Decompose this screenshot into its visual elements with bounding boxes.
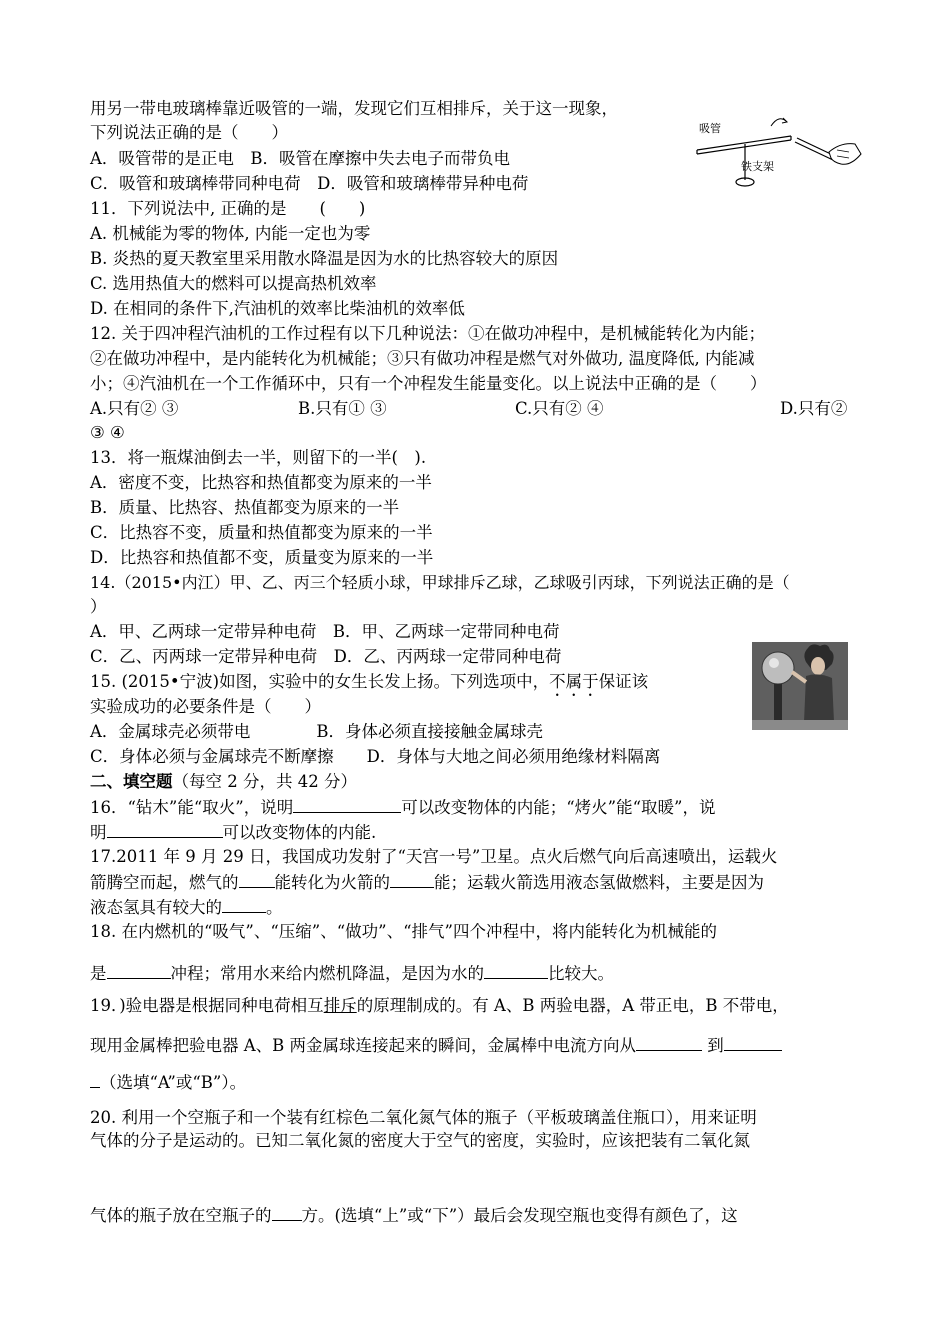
q15-stem: 15. (2015•宁波)如图，实验中的女生长发上扬。下列选项中，不属于保证该 [90,672,649,691]
q16-line-1: 16．“钻木”能“取火”，说明 可以改变物体的内能；“烤火”能“取暖”，说 [90,798,716,817]
q15-options-cd: C．身体必须与金属球壳不断摩擦 D．身体与大地之间必须用绝缘材料隔离 [90,747,661,766]
q18-line-1: 18. 在内燃机的“吸气”、“压缩”、“做功”、“排气”四个冲程中，将内能转化为机械能的 [90,922,717,941]
q20-line-3: 气体的瓶子放在空瓶子的 方。(选填“上”或“下”）最后会发现空瓶也变得有颜色了，这 [90,1206,738,1225]
q11-option-c: C. 选用热值大的燃料可以提高热机效率 [90,274,377,293]
q13-stem: 13．将一瓶煤油倒去一半，则留下的一半( ). [90,448,427,467]
line-2: 下列说法正确的是（ ） [90,123,288,142]
q19-blank-2[interactable] [724,1034,782,1051]
q14-stem-cont: ） [90,597,107,616]
q13-option-b: B．质量、比热容、热值都变为原来的一半 [90,498,400,517]
line-1: 用另一带电玻璃棒靠近吸管的一端，发现它们互相排斥，关于这一现象， [90,99,618,118]
q12-option-c: C.只有② ④ [515,399,604,418]
q19-line-2: 现用金属棒把验电器 A、B 两金属球连接起来的瞬间，金属棒中电流方向从 到 [90,1034,782,1057]
q20-line-2: 气体的分子是运动的。已知二氧化氮的密度大于空气的密度，实验时，应该把装有二氧化氮 [90,1131,750,1150]
q14-options-ab: A．甲、乙两球一定带异种电荷 B．甲、乙两球一定带同种电荷 [90,622,560,641]
q18-blank-2[interactable] [484,962,548,979]
figure-label-stand: 铁支架 [741,160,774,173]
q13-option-c: C．比热容不变，质量和热值都变为原来的一半 [90,523,433,542]
q19-line-1: 19．)验电器是根据同种电荷相互排斥的原理制成的。有 A、B 两验电器，A 带正电，B 不带电， [90,996,789,1015]
q17-line-3: 液态氢具有较大的 。 [90,898,283,917]
q10-options-cd: C．吸管和玻璃棒带同种电荷 D．吸管和玻璃棒带异种电荷 [90,174,529,193]
q19-underlined-term: 排斥 [323,996,357,1015]
q17-line-2: 箭腾空而起，燃气的 能转化为火箭的 能；运载火箭选用液态氢做燃料，主要是因为 [90,873,764,892]
q11-option-b: B. 炎热的夏天教室里采用散水降温是因为水的比热容较大的原因 [90,249,559,268]
q12-stem-1: 12. 关于四冲程汽油机的工作过程有以下几种说法：①在做功冲程中，是机械能转化为内能； [90,324,765,343]
section-2-heading: 二、填空题（每空 2 分，共 42 分） [90,772,357,791]
q20-line-1: 20. 利用一个空瓶子和一个装有红棕色二氧化氮气体的瓶子（平板玻璃盖住瓶口），用来证明 [90,1108,757,1127]
q15-options-ab: A．金属球壳必须带电 B．身体必须直接接触金属球壳 [90,722,544,741]
figure-label-straw: 吸管 [699,122,721,135]
q14-options-cd: C．乙、丙两球一定带异种电荷 D．乙、丙两球一定带同种电荷 [90,647,562,666]
q19-blank-2-cont[interactable] [90,1071,100,1088]
q15-emphasis: 不属于 [549,672,599,691]
q17-blank-1[interactable] [239,871,275,888]
q16-line-2: 明 可以改变物体的内能. [90,823,377,842]
q13-option-a: A．密度不变，比热容和热值都变为原来的一半 [90,473,432,492]
q11-option-d: D. 在相同的条件下,汽油机的效率比柴油机的效率低 [90,299,465,318]
q18-line-2: 是 冲程；常用水来给内燃机降温，是因为水的 比较大。 [90,964,614,983]
q20-blank-1[interactable] [272,1204,302,1221]
q10-options-ab: A．吸管带的是正电 B．吸管在摩擦中失去电子而带负电 [90,149,511,168]
q12-option-b: B.只有① ③ [298,399,387,418]
q18-blank-1[interactable] [107,962,171,979]
q15-stem-2: 实验成功的必要条件是（ ） [90,697,321,716]
q11-stem: 11．下列说法中, 正确的是 ( ) [90,199,366,218]
q12-option-a: A.只有② ③ [90,399,179,418]
girl-photo-figure [752,642,848,730]
q17-blank-2[interactable] [390,871,434,888]
q12-option-d-cont: ③ ④ [90,423,125,442]
q14-stem: 14.（2015•内江）甲、乙、丙三个轻质小球，甲球排斥乙球，乙球吸引丙球，下列说法正确的是（ [90,573,790,592]
girl-photo-drawing [752,642,848,730]
q19-line-3: （选填“A”或“B”）。 [90,1071,246,1094]
q12-option-d: D.只有② [780,399,848,418]
q16-blank-2[interactable] [107,821,223,838]
q11-option-a: A. 机械能为零的物体, 内能一定也为零 [90,224,371,243]
q17-line-1: 17.2011 年 9 月 29 日，我国成功发射了“天宫一号”卫星。点火后燃气向后高速喷出，运载火 [90,847,778,866]
q17-blank-3[interactable] [222,896,266,913]
straw-stand-figure [695,108,863,190]
q16-blank-1[interactable] [293,796,401,813]
q13-option-d: D．比热容和热值都不变，质量变为原来的一半 [90,548,434,567]
q12-stem-3: 小；④汽油机在一个工作循环中，只有一个冲程发生能量变化。以上说法中正确的是（ ） [90,374,767,393]
q19-blank-1[interactable] [636,1034,702,1051]
q12-stem-2: ②在做功冲程中，是内能转化为机械能；③只有做功冲程是燃气对外做功, 温度降低, 内能减 [90,349,755,368]
